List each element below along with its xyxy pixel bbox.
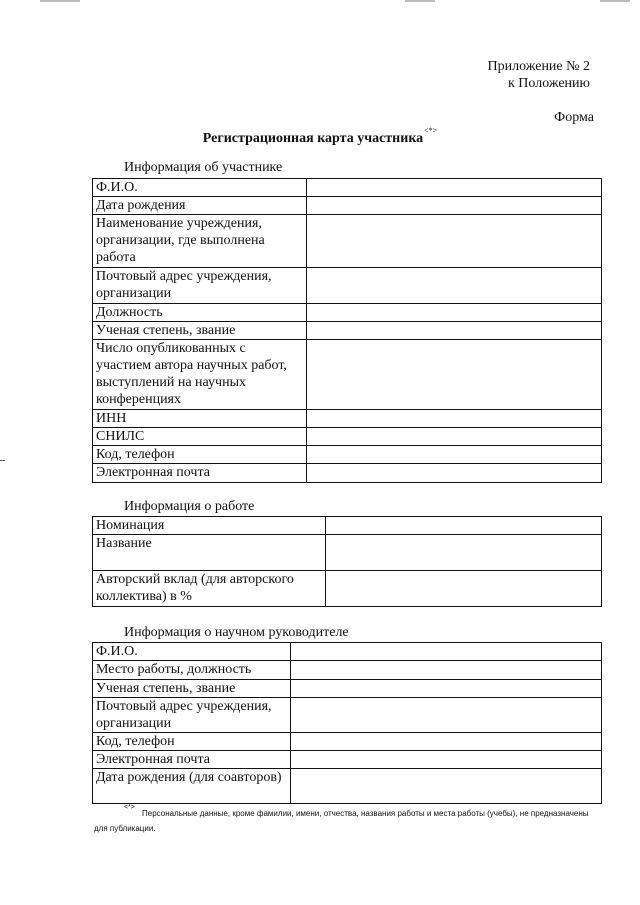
field-label: Почтовый адрес учреждения, организации	[93, 268, 307, 304]
supervisor-section-heading: Информация о научном руководителе	[124, 625, 349, 640]
footnote-mark: <*>	[124, 804, 135, 811]
field-label: ИНН	[93, 410, 307, 428]
title-footnote-mark: <*>	[424, 126, 438, 135]
field-label: Название	[93, 535, 326, 571]
table-row	[93, 643, 602, 661]
scan-edge-line	[405, 0, 435, 2]
table-row	[93, 410, 602, 428]
field-value[interactable]	[307, 304, 602, 322]
table-row	[93, 661, 602, 680]
field-value[interactable]	[307, 410, 602, 428]
field-label: Номинация	[93, 517, 326, 535]
field-value[interactable]	[291, 680, 602, 698]
field-value[interactable]	[307, 197, 602, 215]
table-row	[93, 197, 602, 215]
footnote-text: Персональные данные, кроме фамилии, имени, отчества, названия работы и места работы (учебы), не предназначены для публикации.	[94, 809, 589, 833]
field-value[interactable]	[291, 661, 602, 680]
field-label: Код, телефон	[93, 446, 307, 464]
field-label: Электронная почта	[93, 751, 291, 769]
field-label: Ученая степень, звание	[93, 680, 291, 698]
field-value[interactable]	[326, 535, 602, 571]
table-row	[93, 571, 602, 607]
field-value[interactable]	[291, 733, 602, 751]
field-value[interactable]	[307, 446, 602, 464]
field-label: Дата рождения	[93, 197, 307, 215]
form-label: Форма	[554, 110, 594, 125]
field-label: Наименование учреждения, организации, где выполнена работа	[93, 215, 307, 268]
field-value[interactable]	[326, 517, 602, 535]
scan-edge-line	[40, 0, 80, 2]
table-row	[93, 304, 602, 322]
field-label: Место работы, должность	[93, 661, 291, 680]
field-value[interactable]	[326, 571, 602, 607]
table-row	[93, 680, 602, 698]
field-label: Код, телефон	[93, 733, 291, 751]
field-value[interactable]	[307, 340, 602, 410]
participant-section-heading: Информация об участнике	[124, 160, 283, 175]
field-value[interactable]	[291, 769, 602, 804]
supervisor-table	[92, 642, 602, 804]
footnote	[94, 806, 594, 836]
table-row	[93, 215, 602, 268]
table-row	[93, 751, 602, 769]
table-row	[93, 322, 602, 340]
field-value[interactable]	[307, 215, 602, 268]
field-label: СНИЛС	[93, 428, 307, 446]
table-row	[93, 733, 602, 751]
table-row	[93, 535, 602, 571]
table-row	[93, 340, 602, 410]
field-label: Ученая степень, звание	[93, 322, 307, 340]
appendix-reference	[390, 58, 590, 92]
title-text: Регистрационная карта участника	[202, 131, 424, 146]
field-label: Должность	[93, 304, 307, 322]
scan-edge-line	[600, 0, 630, 2]
table-row	[93, 769, 602, 804]
appendix-line-2: к Положению	[507, 76, 590, 91]
table-row	[93, 446, 602, 464]
field-label: Число опубликованных с участием автора научных работ, выступлений на научных конференциях	[93, 340, 307, 410]
appendix-line-1: Приложение № 2	[487, 59, 590, 74]
scan-edge-mark	[0, 460, 5, 461]
field-value[interactable]	[291, 751, 602, 769]
table-row	[93, 517, 602, 535]
table-row	[93, 179, 602, 197]
table-row	[93, 698, 602, 733]
work-section-heading: Информация о работе	[124, 499, 255, 514]
field-value[interactable]	[307, 268, 602, 304]
field-value[interactable]	[307, 464, 602, 483]
table-row	[93, 464, 602, 483]
field-label: Ф.И.О.	[93, 179, 307, 197]
field-label: Ф.И.О.	[93, 643, 291, 661]
work-table	[92, 516, 602, 607]
field-value[interactable]	[307, 428, 602, 446]
field-value[interactable]	[291, 643, 602, 661]
field-label: Дата рождения (для соавторов)	[93, 769, 291, 804]
field-value[interactable]	[307, 322, 602, 340]
field-label: Почтовый адрес учреждения, организации	[93, 698, 291, 733]
field-label: Электронная почта	[93, 464, 307, 483]
table-row	[93, 428, 602, 446]
page-title	[0, 126, 640, 147]
table-row	[93, 268, 602, 304]
field-value[interactable]	[291, 698, 602, 733]
field-value[interactable]	[307, 179, 602, 197]
field-label: Авторский вклад (для авторского коллектива) в %	[93, 571, 326, 607]
participant-table	[92, 178, 602, 483]
